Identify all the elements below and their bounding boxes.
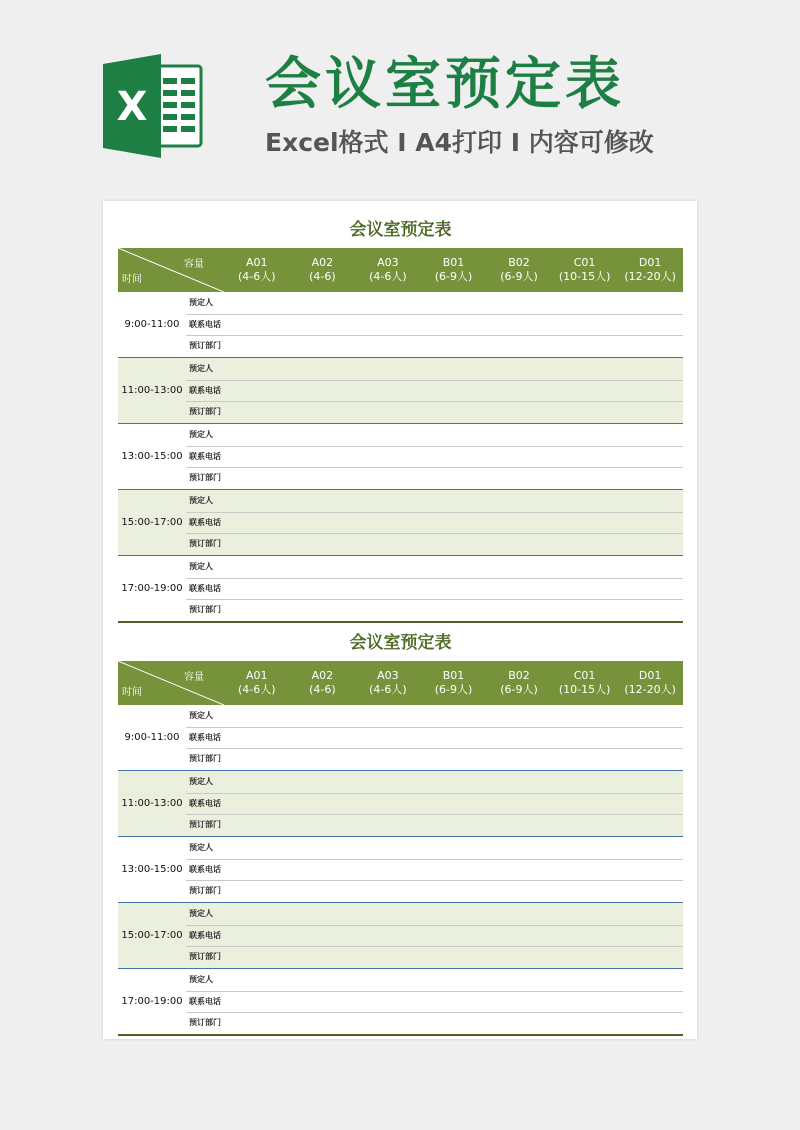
room-name: D01 [638,256,662,269]
time-slot-group [118,490,683,556]
booking-table-1 [118,212,683,623]
row-separator [186,748,683,749]
row-separators [186,771,683,836]
row-separator [186,578,683,579]
time-slot-group [118,969,683,1036]
room-name: A02 [311,669,334,682]
field-labels [186,705,224,770]
row-separator [186,1012,683,1013]
row-separators [186,705,683,770]
booking-table-2 [118,625,683,1036]
field-label: 预订部门 [189,341,221,351]
time-slot-label: 17:00-19:00 [121,996,183,1007]
row-separator [186,880,683,881]
field-labels [186,969,224,1034]
field-labels [186,903,224,968]
field-label: 预订部门 [189,952,221,962]
spreadsheet-sheet [103,201,697,1039]
room-capacity: (12-20人) [624,683,676,696]
room-header-a03 [355,661,421,705]
row-separator [186,335,683,336]
room-header-b01 [421,248,487,292]
page-title: 会议室预定表 [265,52,625,117]
room-header-a02 [290,248,356,292]
row-separator [186,859,683,860]
room-name: A03 [377,256,399,269]
logo-letter: X [116,84,148,130]
room-name: A01 [246,669,268,682]
field-label: 预定人 [189,430,213,439]
header-corner-cell [118,248,224,292]
header-corner-cell [118,661,224,705]
row-separator [186,401,683,402]
room-capacity: (4-6) [309,270,336,283]
time-slot-group [118,424,683,490]
room-name: B01 [442,669,465,682]
field-label: 预订部门 [189,605,221,615]
room-name: A03 [377,669,399,682]
room-header-b02 [486,248,552,292]
room-header-d01 [617,248,683,292]
time-slot-label: 17:00-19:00 [121,583,183,594]
time-slot-group [118,556,683,623]
field-label: 预定人 [189,909,213,918]
field-labels [186,358,224,423]
row-separator [186,533,683,534]
field-label: 联系电话 [189,864,221,874]
field-label: 预订部门 [189,1018,221,1028]
room-name: A01 [246,256,268,269]
field-label: 预定人 [189,496,213,505]
row-separators [186,358,683,423]
corner-capacity-label: 容量 [184,672,204,683]
room-capacity: (10-15人) [558,270,611,283]
field-label: 联系电话 [189,798,221,808]
room-capacity: (10-15人) [558,683,611,696]
time-slot-group [118,705,683,771]
room-header-d01 [617,661,683,705]
time-slot-label: 13:00-15:00 [121,451,183,462]
field-labels [186,837,224,902]
room-name: B02 [508,256,530,269]
row-separators [186,903,683,968]
field-label: 联系电话 [189,319,221,329]
field-label: 联系电话 [189,583,221,593]
row-separator [186,314,683,315]
field-labels [186,490,224,555]
table-header [118,661,683,705]
room-header-b02 [486,661,552,705]
room-header-c01 [552,661,618,705]
row-separators [186,292,683,357]
field-label: 预定人 [189,711,213,720]
time-slot-label: 9:00-11:00 [124,319,180,330]
room-name: C01 [573,256,596,269]
field-labels [186,292,224,357]
room-capacity: (4-6人) [369,270,407,283]
field-label: 预定人 [189,562,213,571]
room-capacity: (12-20人) [624,270,676,283]
room-name: B01 [442,256,465,269]
room-header-a01 [224,248,290,292]
field-label: 联系电话 [189,451,221,461]
room-header-a02 [290,661,356,705]
room-capacity: (6-9人) [500,683,538,696]
room-capacity: (4-6人) [369,683,407,696]
time-slot-label: 13:00-15:00 [121,864,183,875]
time-slot-group [118,837,683,903]
room-capacity: (4-6人) [238,270,276,283]
time-slot-label: 11:00-13:00 [121,798,183,809]
field-label: 联系电话 [189,732,221,742]
room-capacity: (4-6) [309,683,336,696]
table-title: 会议室预定表 [349,220,452,240]
room-capacity: (6-9人) [500,270,538,283]
field-label: 预定人 [189,777,213,786]
time-slot-group [118,771,683,837]
time-slot-group [118,292,683,358]
row-separator [186,991,683,992]
field-label: 联系电话 [189,517,221,527]
table-title: 会议室预定表 [349,633,452,653]
row-separator [186,380,683,381]
field-label: 联系电话 [189,996,221,1006]
excel-logo-icon [103,54,205,158]
field-label: 预订部门 [189,407,221,417]
room-name: A02 [311,256,334,269]
corner-capacity-label: 容量 [184,259,204,270]
field-label: 联系电话 [189,385,221,395]
row-separator [186,512,683,513]
room-capacity: (6-9人) [434,270,473,283]
field-label: 联系电话 [189,930,221,940]
row-separator [186,599,683,600]
time-slot-label: 15:00-17:00 [121,517,183,528]
field-label: 预订部门 [189,886,221,896]
time-slot-label: 9:00-11:00 [124,732,180,743]
room-header-c01 [552,248,618,292]
time-slot-group [118,903,683,969]
field-label: 预订部门 [189,754,221,764]
row-separator [186,814,683,815]
time-slot-group [118,358,683,424]
room-header-b01 [421,661,487,705]
field-label: 预定人 [189,975,213,984]
room-capacity: (4-6人) [238,683,276,696]
field-label: 预订部门 [189,820,221,830]
table-header [118,248,683,292]
row-separator [186,925,683,926]
field-label: 预定人 [189,298,213,307]
field-labels [186,424,224,489]
field-label: 预订部门 [189,473,221,483]
field-labels [186,556,224,621]
row-separator [186,467,683,468]
room-name: D01 [638,669,662,682]
page-subtitle: Excel格式 Ⅰ A4打印 Ⅰ 内容可修改 [265,128,654,157]
row-separators [186,837,683,902]
row-separators [186,424,683,489]
room-name: B02 [508,669,530,682]
row-separator [186,446,683,447]
row-separators [186,969,683,1034]
room-header-a03 [355,248,421,292]
field-labels [186,771,224,836]
banner [0,0,800,200]
time-slot-label: 11:00-13:00 [121,385,183,396]
room-capacity: (6-9人) [434,683,473,696]
corner-time-label: 时间 [122,687,142,698]
row-separators [186,490,683,555]
field-label: 预定人 [189,364,213,373]
row-separator [186,946,683,947]
field-label: 预订部门 [189,539,221,549]
corner-time-label: 时间 [122,274,142,285]
row-separator [186,793,683,794]
time-slot-label: 15:00-17:00 [121,930,183,941]
row-separator [186,727,683,728]
field-label: 预定人 [189,843,213,852]
row-separators [186,556,683,621]
room-name: C01 [573,669,596,682]
room-header-a01 [224,661,290,705]
